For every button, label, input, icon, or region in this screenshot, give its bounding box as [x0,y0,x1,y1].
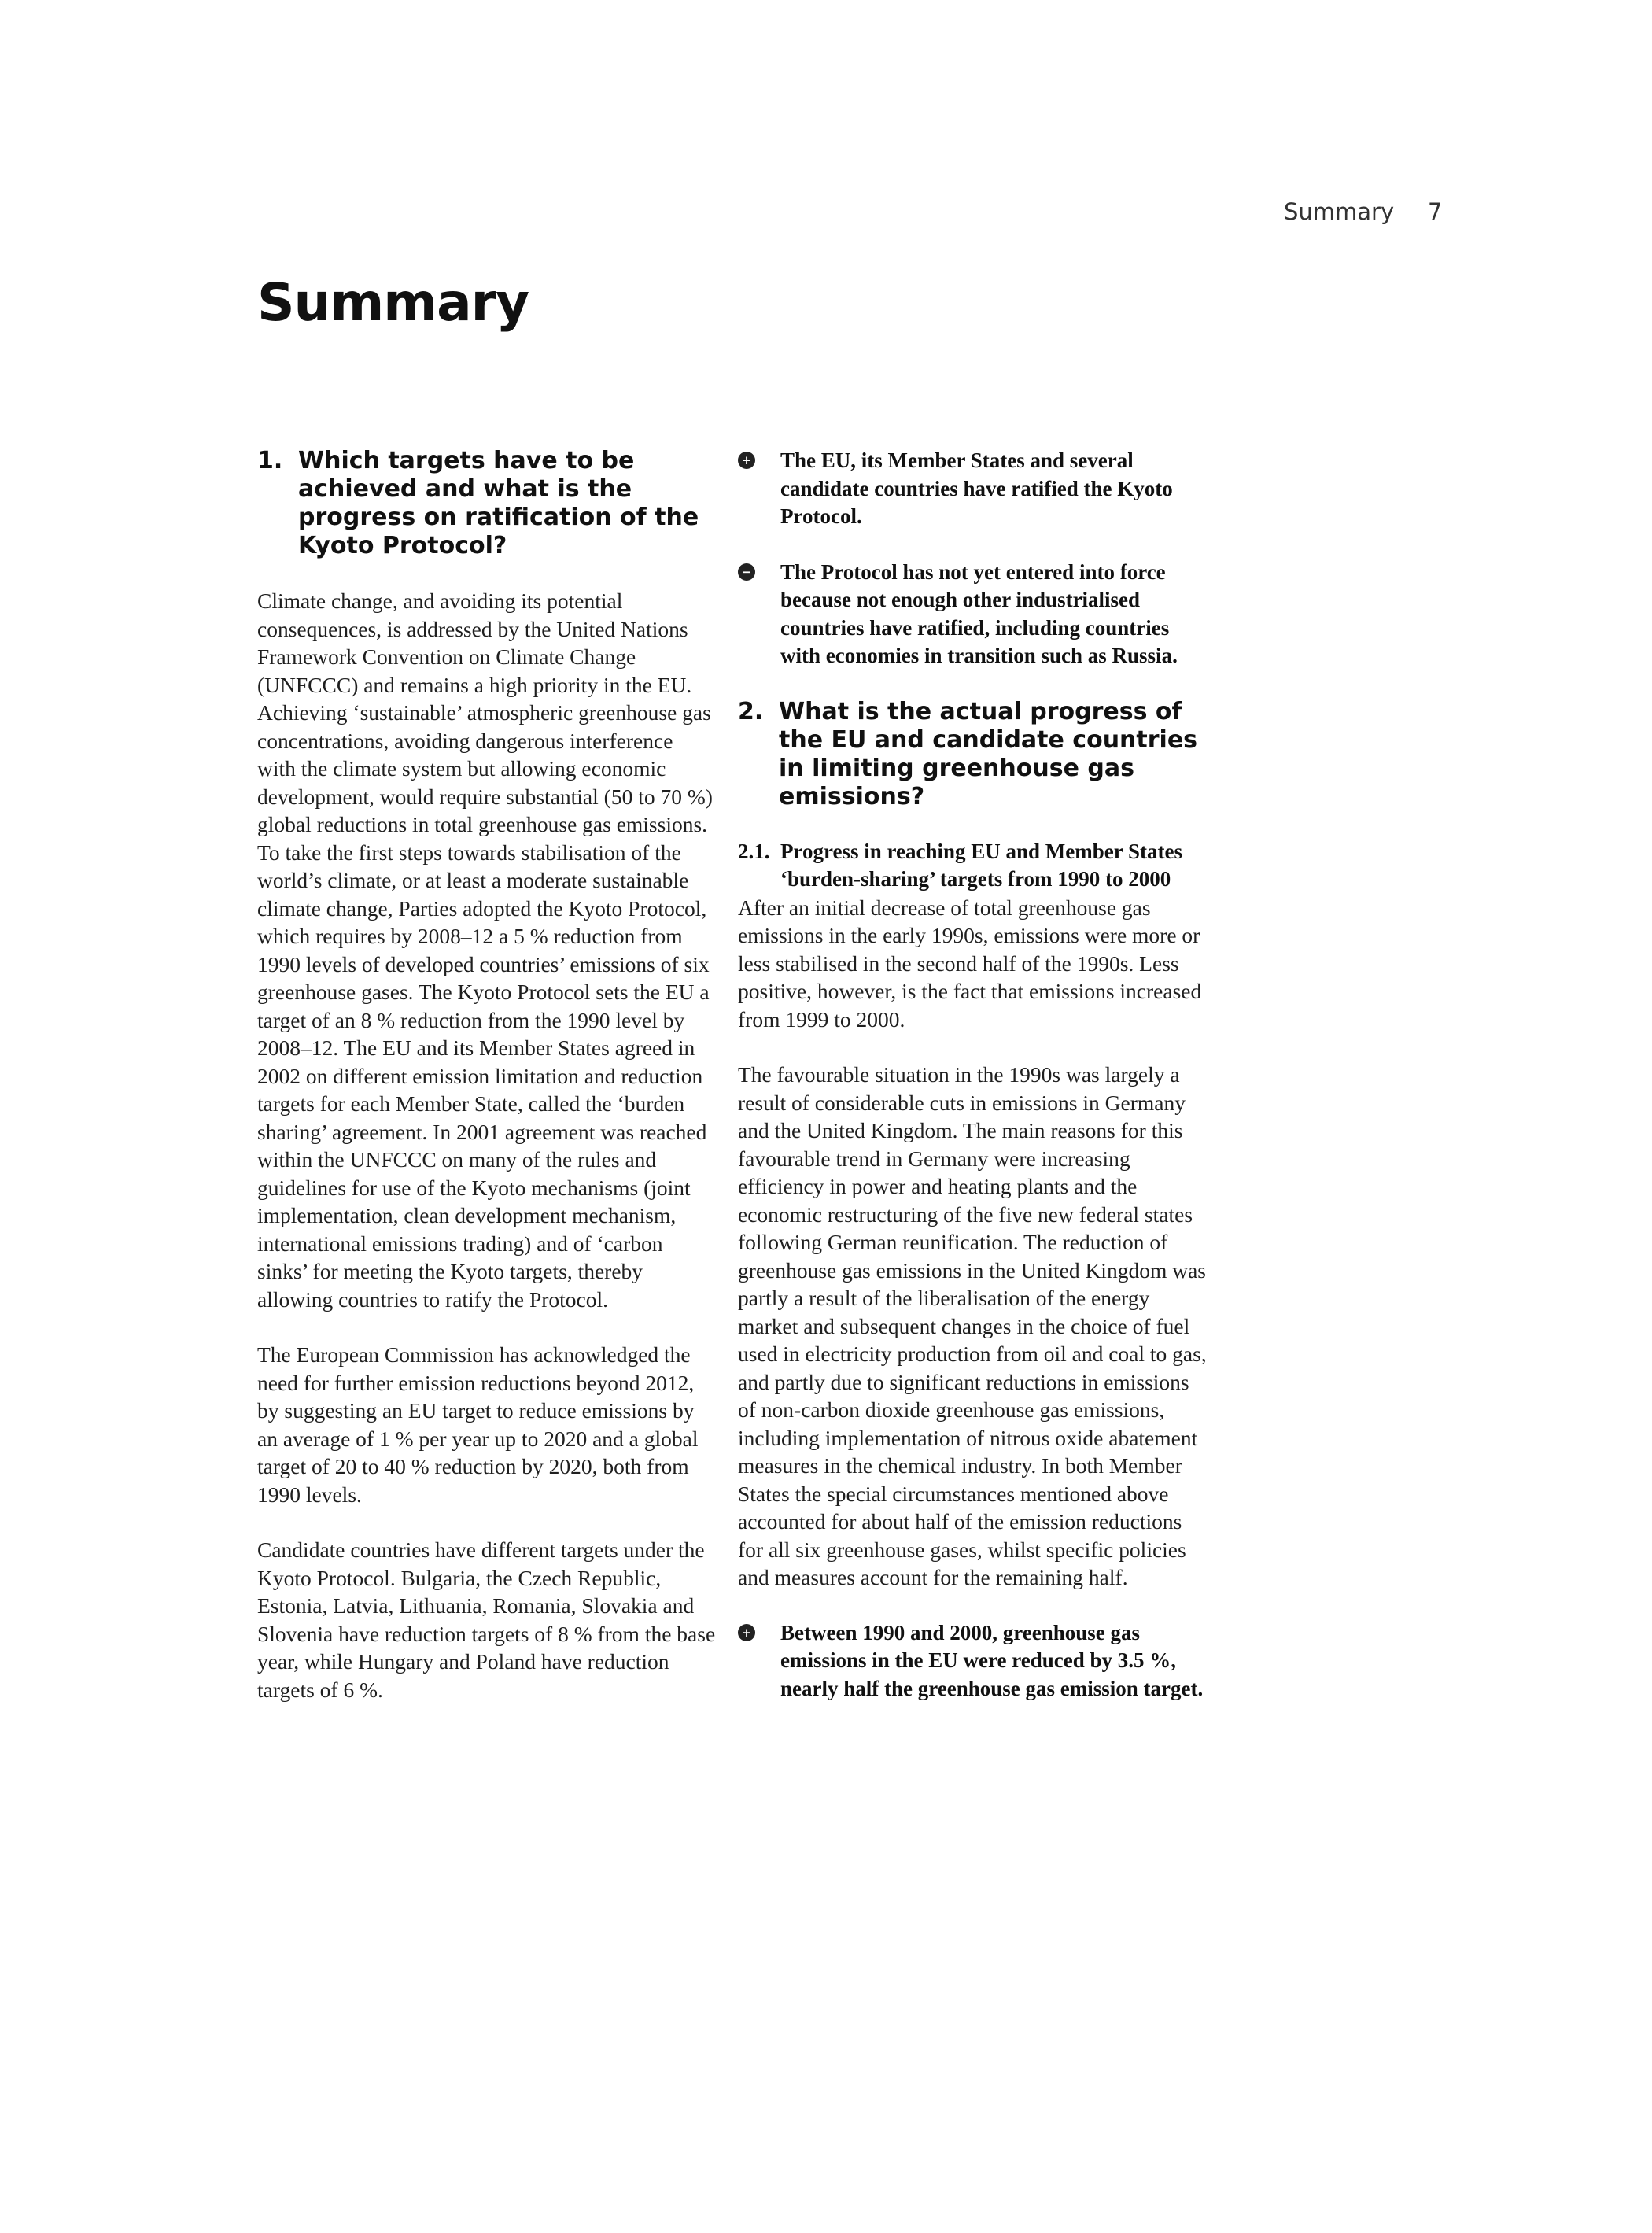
section-2-heading [738,698,1210,811]
left-paragraph-1: Climate change, and avoiding its potential consequences, is addressed by the United Nations Framework Convention on Climate Change (UNFCCC) and remains a high priority in the EU. Achieving ‘sustainable’ atmospheric greenhouse gas concentrations, avoiding dangerous interference with the climate system but allowing economic development, would require substantial (50 to 70 %) global reductions in total greenhouse gas emissions. To take the first steps towards stabilisation of the world’s climate, or at least a moderate sustainable climate change, Parties adopted the Kyoto Protocol, which requires by 2008–12 a 5 % reduction from 1990 levels of developed countries’ emissions of six greenhouse gases. The Kyoto Protocol sets the EU a target of an 8 % reduction from the 1990 level by 2008–12. The EU and its Member States agreed in 2002 on different emission limitation and reduction targets for each Member State, called the ‘burden sharing’ agreement. In 2001 agreement was reached within the UNFCCC on many of the rules and guidelines for use of the Kyoto mechanisms (joint implementation, clean development mechanism, international emissions trading) and of ‘carbon sinks’ for meeting the Kyoto targets, thereby allowing countries to ratify the Protocol. [257,589,713,1312]
page-number: 7 [1428,198,1443,225]
right-paragraph-1: After an initial decrease of total greenhouse gas emissions in the early 1990s, emissions were more or less stabilised in the second half of the 1990s. Less positive, however, is the fact that emissions increased from 1999 to 2000. [738,895,1202,1032]
minus-circle-icon: − [738,563,755,581]
plus-circle-icon: + [738,452,755,469]
subsection-2-1-number: 2.1. [738,839,770,863]
left-paragraph-2: The European Commission has acknowledged the need for further emission reductions beyond 2012, by suggesting an EU target to reduce emissions by an average of 1 % per year up to 2020 and a global target of 20 to 40 % reduction by 2020, both from 1990 levels. [257,1342,699,1507]
key-point-text: Between 1990 and 2000, greenhouse gas emissions in the EU were reduced by 3.5 %, nearly half the greenhouse gas emission target. [780,1620,1204,1700]
key-point-negative [738,559,1210,670]
key-point-text: The EU, its Member States and several candidate countries have ratified the Kyoto Protocol. [780,448,1173,528]
running-header-title: Summary [1284,198,1395,225]
key-point-text: The Protocol has not yet entered into force because not enough other industrialised countries have ratified, including countries with economies in transition such as Russia. [780,559,1178,667]
section-1-number: 1. [257,447,283,474]
section-2-number: 2. [738,697,764,725]
subsection-2-1-title: Progress in reaching EU and Member States ‘burden-sharing’ targets from 1990 to 2000 [780,839,1182,891]
page-title: Summary [257,272,529,333]
plus-circle-icon: + [738,1624,755,1641]
right-column [738,447,1210,1730]
left-paragraph-3: Candidate countries have different targets under the Kyoto Protocol. Bulgaria, the Czech Republic, Estonia, Latvia, Lithuania, Romania, Slovakia and Slovenia have reduction targets of 8 % from the base year, while Hungary and Poland have reduction targets of 6 %. [257,1537,716,1702]
section-1-title: Which targets have to be achieved and what is the progress on ratification of the Kyoto Protocol? [298,447,699,559]
key-point-positive-2 [738,1619,1210,1703]
subsection-2-1-heading [738,838,1210,894]
key-point-positive [738,447,1210,531]
right-paragraph-2: The favourable situation in the 1990s was largely a result of considerable cuts in emissions in Germany and the United Kingdom. The main reasons for this favourable trend in Germany were increasing efficiency in power and heating plants and the economic restructuring of the five new federal states following German reunification. The reduction of greenhouse gas emissions in the United Kingdom was partly a result of the liberalisation of the energy market and subsequent changes in the choice of fuel used in electricity production from oil and coal to gas, and partly due to significant reductions in emissions of non-carbon dioxide greenhouse gas emissions, including implementation of nitrous oxide abatement measures in the chemical industry. In both Member States the special circumstances mentioned above accounted for about half of the emission reductions for all six greenhouse gases, whilst specific policies and measures account for the remaining half. [738,1062,1207,1589]
left-column [257,447,717,1731]
section-1-heading [257,447,717,560]
section-2-title: What is the actual progress of the EU and candidate countries in limiting greenhouse gas emissions? [779,697,1198,810]
